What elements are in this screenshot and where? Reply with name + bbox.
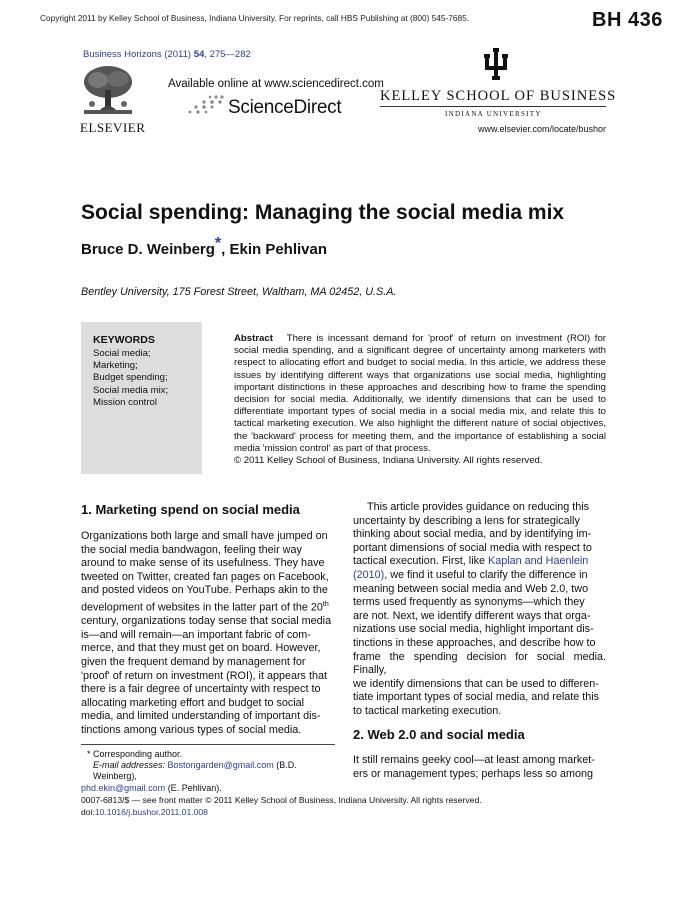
university-name: INDIANA UNIVERSITY [445,110,542,118]
corresponding-author-star[interactable]: * [214,235,222,252]
article-title: Social spending: Managing the social media mix [81,201,565,224]
text-line: frame the spending decision for social media. Finally, [353,650,606,677]
text-line: terms used frequently as synonyms—which they [353,596,585,609]
superscript-th: th [322,600,329,608]
text-line: uncertainty by describing a lens for strategically [353,514,580,527]
doi-line: doi:10.1016/j.bushor.2011.01.008 [81,806,208,817]
section-1-body [81,530,335,738]
email-label: E-mail addresses: [93,760,166,771]
keywords-list [93,348,168,409]
corresponding-author-note: * Corresponding author. [87,749,183,759]
citation-link[interactable]: Kaplan and Haenlein [488,555,589,568]
footnote [81,749,335,794]
text-line: ers or management types; perhaps less so among [353,767,594,780]
section-1-heading: 1. Marketing spend on social media [81,502,300,517]
abstract [234,333,606,467]
abstract-text: There is incessant demand for 'proof' of return on investment (ROI) for social media spending, and a significant degree of uncertainty among marketers with respect to allocating effort and budget to social media. In this article, we address these issues by identifying different ways that organizations use social media, highlighting important distinctions in these approaches and describing how to frame the spending decision for social media. Additionally, we identify dimensions that can be used to differentiate important types of social media in a social media mix, and relate this to tactical marketing execution. We also highlight the different nature of social objectives, the 'backward' process for meeting them, and the importance of establishing a social media 'mission control' as part of that process. [234,333,606,454]
text-line: allocating marketing effort and budget to social [81,696,305,709]
available-online: Available online at www.sciencedirect.com [168,78,384,90]
text-line: thinking about social media, and by identifying im- [353,528,592,541]
copyright-notice: Copyright 2011 by Kelley School of Business, Indiana University. For reprints, call HBS Publishing at (800) 545-7685. [40,13,470,23]
footnote-divider [81,744,335,745]
text-line: century, organizations today sense that social media [81,615,332,628]
text-line: is—and will remain—an important fabric of com- [81,628,311,641]
keyword-item: Social media mix; [93,384,169,396]
email-link-1[interactable]: Bostongarden@gmail.com [167,760,274,771]
text-line: around to make sense of its usefulness. They have [81,557,325,570]
keyword-item: Budget spending; [93,372,168,384]
journal-name: Business Horizons (2011) [83,49,192,60]
email-link-2[interactable]: phd.ekin@gmail.com [81,782,166,793]
abstract-label: Abstract [234,333,273,344]
journal-volume: 54 [193,49,205,60]
document-code: BH 436 [592,9,663,31]
school-divider [380,106,606,107]
sciencedirect-wordmark: ScienceDirect [228,97,342,118]
elsevier-tree-logo [80,62,136,118]
text-line: to tactical marketing execution. [353,704,502,717]
text-line: merce, and that they must get on board. However, [81,642,321,655]
front-matter-info [81,795,482,818]
text-line: there is a fair degree of uncertainty with respect to [81,683,321,696]
author-1: Bruce D. Weinberg [81,241,215,258]
abstract-copyright: © 2011 Kelley School of Business, Indiana University. All rights reserved. [234,455,543,467]
text-line: (2010), we find it useful to clarify the difference in [353,568,588,581]
elsevier-logo-text: ELSEVIER [80,120,146,135]
intro-continued-body [353,501,606,719]
author-2: , Ekin Pehlivan [221,241,328,258]
text-line: This article provides guidance on reducing this [367,501,590,513]
journal-citation[interactable] [83,49,251,60]
text-line: It still remains geeky cool—at least among market- [353,754,595,766]
keyword-item: Marketing; [93,360,138,372]
text-line: Organizations both large and small have jumped on [81,530,328,542]
text-line: media, and limited understanding of important dis- [81,710,321,723]
text-line: tiate important types of social media, and relate this [353,691,600,704]
issn-line: 0007-6813/$ — see front matter © 2011 Kelley School of Business, Indiana University. All rights reserved. [81,795,482,805]
text-line: tinctions in these approaches, and describe how to [353,636,596,649]
email-line: E-mail addresses: Bostongarden@gmail.com (B.D. Weinberg), [93,760,297,782]
text-line: tactical execution. First, like Kaplan and Haenlein [353,555,589,568]
text-line: and posted videos on YouTube. Perhaps akin to the [81,584,328,597]
copyright-icon: © [234,455,242,467]
section-2-body [353,754,606,781]
text-line: we identify dimensions that can be used to differen- [353,677,599,690]
text-line: tweeted on Twitter, created fan pages on Facebook, [81,570,329,583]
copyright-icon: © [205,795,212,805]
text-line: nizations use social media, highlight important dis- [353,623,594,636]
journal-pages: , 275—282 [204,49,251,60]
email-line: phd.ekin@gmail.com (E. Pehlivan). [81,782,222,793]
keyword-item: Social media; [93,348,151,359]
section-2-heading: 2. Web 2.0 and social media [353,727,525,742]
text-line: development of websites in the latter part of the 20th [81,600,329,614]
sciencedirect-dots-icon [186,94,228,116]
text-line: tinctions among various types of social media. [81,723,302,736]
text-line: are not. Next, we identify different ways that orga- [353,609,591,622]
text-line: given the frequent demand by management for [81,655,306,668]
text-line: the social media bandwagon, feeling their way [81,543,302,556]
journal-url[interactable]: www.elsevier.com/locate/bushor [478,124,607,134]
doi-link[interactable]: 10.1016/j.bushor.2011.01.008 [94,806,208,817]
citation-year-link[interactable]: (2010) [353,568,385,581]
text-line: portant dimensions of social media with respect to [353,541,592,554]
author-affiliation: Bentley University, 175 Forest Street, Waltham, MA 02452, U.S.A. [81,286,397,298]
text-line: meaning between social media and Web 2.0, two [353,582,589,595]
keyword-item: Mission control [93,396,157,408]
school-name: KELLEY SCHOOL OF BUSINESS [380,88,617,104]
keywords-title: KEYWORDS [93,334,155,346]
text-line: 'proof' of return on investment (ROI), it appears that [81,669,327,682]
article-authors [81,235,328,258]
iu-trident-logo [482,48,510,80]
